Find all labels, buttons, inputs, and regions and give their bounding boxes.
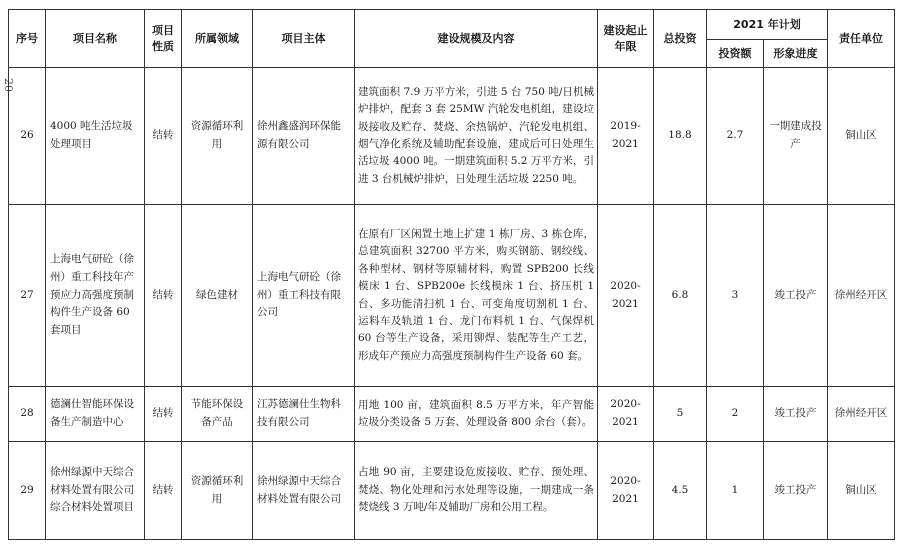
project-table <box>8 9 895 540</box>
cell-field: 资源循环利用 <box>182 68 253 205</box>
cell-name: 德澜仕智能环保设备生产制造中心 <box>46 387 145 442</box>
cell-owner: 江苏德澜仕生物科技有限公司 <box>253 387 355 442</box>
cell-field: 节能环保设备产品 <box>182 387 253 442</box>
cell-period: 2019-2021 <box>598 68 654 205</box>
table-row <box>9 387 895 442</box>
cell-period: 2020-2021 <box>598 387 654 442</box>
cell-scale: 在原有厂区闲置土地上扩建 1 栋厂房、3 栋仓库，总建筑面积 32700 平方米，购买钢筋、钢绞线、各种型材、钢材等原辅材料，购置 SPB200 长线模床 1 台、SPB200e 长线模床 1 台、挤压机 1 台、多功能清扫机 1 台、可变角度切割机 1 台、运料车及轨道 1 台、龙门布料机 1 台、气保焊机 60 台等生产设备，采用铆焊、装配等生产工艺，形成年产预应力高强度预制构件生产设备 60 套。 <box>355 205 598 387</box>
header-row-1 <box>9 10 895 40</box>
cell-plan-invest: 1 <box>707 442 764 540</box>
cell-owner: 上海电气研砼（徐州）重工科技有限公司 <box>253 205 355 387</box>
header-plan-invest: 投资额 <box>707 40 764 68</box>
cell-nature: 结转 <box>145 205 182 387</box>
header-owner: 项目主体 <box>253 10 355 68</box>
header-plan-progress: 形象进度 <box>764 40 828 68</box>
cell-unit: 徐州经开区 <box>828 205 895 387</box>
cell-plan-progress: 竣工投产 <box>764 205 828 387</box>
header-total: 总投资 <box>654 10 707 68</box>
cell-field: 绿色建材 <box>182 205 253 387</box>
cell-name: 4000 吨生活垃圾处理项目 <box>46 68 145 205</box>
header-no: 序号 <box>9 10 46 68</box>
cell-period: 2020-2021 <box>598 205 654 387</box>
cell-scale: 建筑面积 7.9 万平方米，引进 5 台 750 吨/日机械炉排炉，配套 3 套 25MW 汽轮发电机组，建设垃圾接收及贮存、焚烧、余热锅炉、汽轮发电机组、烟气净化系统及辅助配套设施，建成后可日处理生活垃圾 4000 吨。一期建筑面积 5.2 万平方米，引进 3 台机械炉排炉，日处理生活垃圾 2250 吨。 <box>355 68 598 205</box>
cell-plan-invest: 2.7 <box>707 68 764 205</box>
cell-period: 2020-2021 <box>598 442 654 540</box>
table-row <box>9 68 895 205</box>
cell-nature: 结转 <box>145 387 182 442</box>
page-number: 20 <box>2 78 15 92</box>
cell-scale: 占地 90 亩，主要建设危废接收、贮存、预处理、焚烧、物化处理和污水处理等设施，一期建成一条焚烧线 3 万吨/年及辅助厂房和公用工程。 <box>355 442 598 540</box>
header-name: 项目名称 <box>46 10 145 68</box>
cell-owner: 徐州绿源中天综合材料处置有限公司 <box>253 442 355 540</box>
header-nature: 项目性质 <box>145 10 182 68</box>
cell-owner: 徐州鑫盛润环保能源有限公司 <box>253 68 355 205</box>
header-period: 建设起止年限 <box>598 10 654 68</box>
cell-name: 上海电气研砼（徐州）重工科技年产预应力高强度预制构件生产设备 60 套项目 <box>46 205 145 387</box>
table-row <box>9 205 895 387</box>
cell-no: 26 <box>9 68 46 205</box>
cell-unit: 铜山区 <box>828 68 895 205</box>
cell-nature: 结转 <box>145 68 182 205</box>
cell-name: 徐州绿源中天综合材料处置有限公司综合材料处置项目 <box>46 442 145 540</box>
cell-scale: 用地 100 亩，建筑面积 8.5 万平方米，年产智能垃圾分类设备 5 万套、处理设备 800 余台（套）。 <box>355 387 598 442</box>
cell-no: 27 <box>9 205 46 387</box>
cell-total: 5 <box>654 387 707 442</box>
cell-nature: 结转 <box>145 442 182 540</box>
cell-plan-progress: 一期建成投产 <box>764 68 828 205</box>
header-field: 所属领域 <box>182 10 253 68</box>
cell-no: 28 <box>9 387 46 442</box>
header-unit: 责任单位 <box>828 10 895 68</box>
cell-plan-progress: 竣工投产 <box>764 387 828 442</box>
cell-no: 29 <box>9 442 46 540</box>
header-plan-group: 2021 年计划 <box>707 10 828 40</box>
cell-unit: 铜山区 <box>828 442 895 540</box>
cell-plan-invest: 2 <box>707 387 764 442</box>
cell-plan-invest: 3 <box>707 205 764 387</box>
cell-total: 18.8 <box>654 68 707 205</box>
cell-plan-progress: 竣工投产 <box>764 442 828 540</box>
cell-field: 资源循环利用 <box>182 442 253 540</box>
cell-total: 6.8 <box>654 205 707 387</box>
cell-unit: 徐州经开区 <box>828 387 895 442</box>
table-row <box>9 442 895 540</box>
header-scale: 建设规模及内容 <box>355 10 598 68</box>
cell-total: 4.5 <box>654 442 707 540</box>
